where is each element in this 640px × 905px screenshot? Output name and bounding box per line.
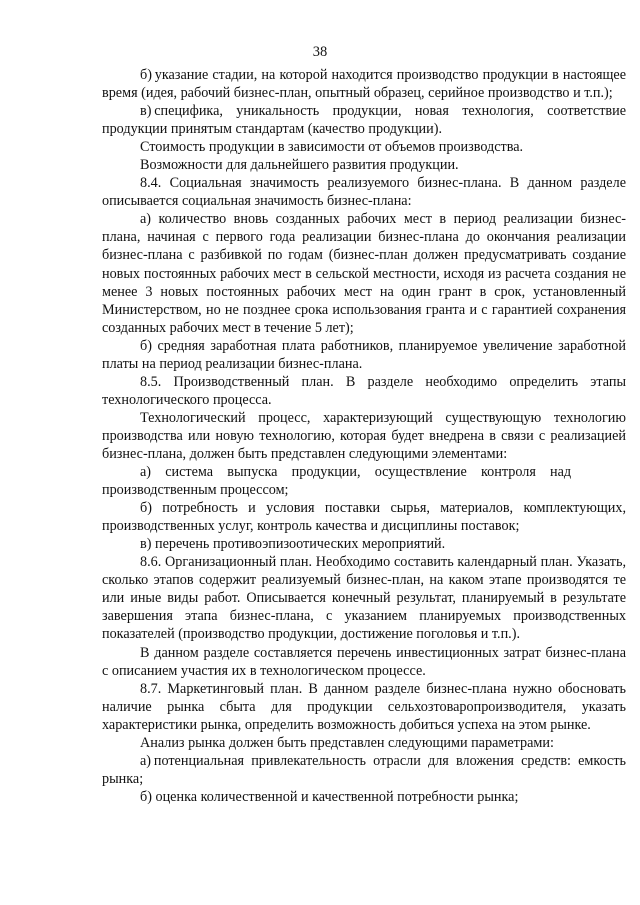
paragraph: б) средняя заработная плата работников, планируемое увеличение заработной платы на период реализации бизнес-плана. [102, 337, 626, 372]
section-8-5-paragraph: 8.5. Производственный план. В разделе необходимо определить этапы технологического процесса. [102, 373, 626, 408]
paragraph: в) специфика, уникальность продукции, новая технология, соответствие продукции принятым стандартам (качество продукции). [102, 103, 626, 138]
section-8-7-paragraph: 8.7. Маркетинговый план. В данном разделе бизнес-плана нужно обосновать наличие рынка сбыта для продукции сельхозтоваропроизводителя, указать характеристики рынка, определить возможность добиться успеха на этом рынке. [102, 680, 626, 733]
page-number: 38 [312, 44, 328, 60]
paragraph: а) количество вновь созданных рабочих мест в период реализации бизнес-плана, начиная с первого года реализации бизнес-плана до окончания реализации бизнес-плана с разбивкой по годам (бизнес-план должен предусматривать создание новых постоянных рабочих мест в сельской местности, исходя из расчета создания не менее 3 новых постоянных рабочих мест на один грант в срок, установленный Министерством, но не позднее срока использования гранта и с гарантией сохранения созданных рабочих мест в течение 5 лет); [102, 211, 626, 336]
paragraph: в) перечень противоэпизоотических мероприятий. [140, 536, 446, 553]
paragraph: В данном разделе составляется перечень инвестиционных затрат бизнес-плана с описанием участия их в технологическом процессе. [102, 644, 626, 679]
document-body [102, 66, 626, 806]
paragraph: б) оценка количественной и качественной потребности рынка; [140, 788, 519, 805]
section-8-4-paragraph: 8.4. Социальная значимость реализуемого бизнес-плана. В данном разделе описывается социальная значимость бизнес-плана: [102, 175, 626, 210]
section-8-6-paragraph: 8.6. Организационный план. Необходимо составить календарный план. Указать, сколько этапов содержит реализуемый бизнес-план, на каком этапе производятся те или иные виды работ. Описывается конечный результат, планируемый в результате завершения этапа бизнес-плана, с указанием планируемых производственных показателей (производство продукции, достижение поголовья и т.п.). [102, 554, 626, 643]
paragraph: Стоимость продукции в зависимости от объемов производства. [140, 139, 524, 156]
paragraph: Технологический процесс, характеризующий существующую технологию производства или новую технологию, которая будет внедрена в связи с реализацией бизнес-плана, должен быть представлен следующими элементами: [102, 409, 626, 462]
paragraph: б) потребность и условия поставки сырья, материалов, комплектующих, производственных услуг, контроль качества и дисциплины поставок; [102, 500, 626, 535]
paragraph: а) система выпуска продукции, осуществление контроля над производственным процессом; [102, 464, 572, 499]
paragraph: Возможности для дальнейшего развития продукции. [140, 157, 459, 174]
paragraph: Анализ рынка должен быть представлен следующими параметрами: [140, 734, 554, 751]
paragraph: б) указание стадии, на которой находится производство продукции в настоящее время (идея, рабочий бизнес-план, опытный образец, серийное производство и т.п.); [102, 67, 626, 102]
paragraph: а) потенциальная привлекательность отрасли для вложения средств: емкость рынка; [102, 752, 626, 787]
